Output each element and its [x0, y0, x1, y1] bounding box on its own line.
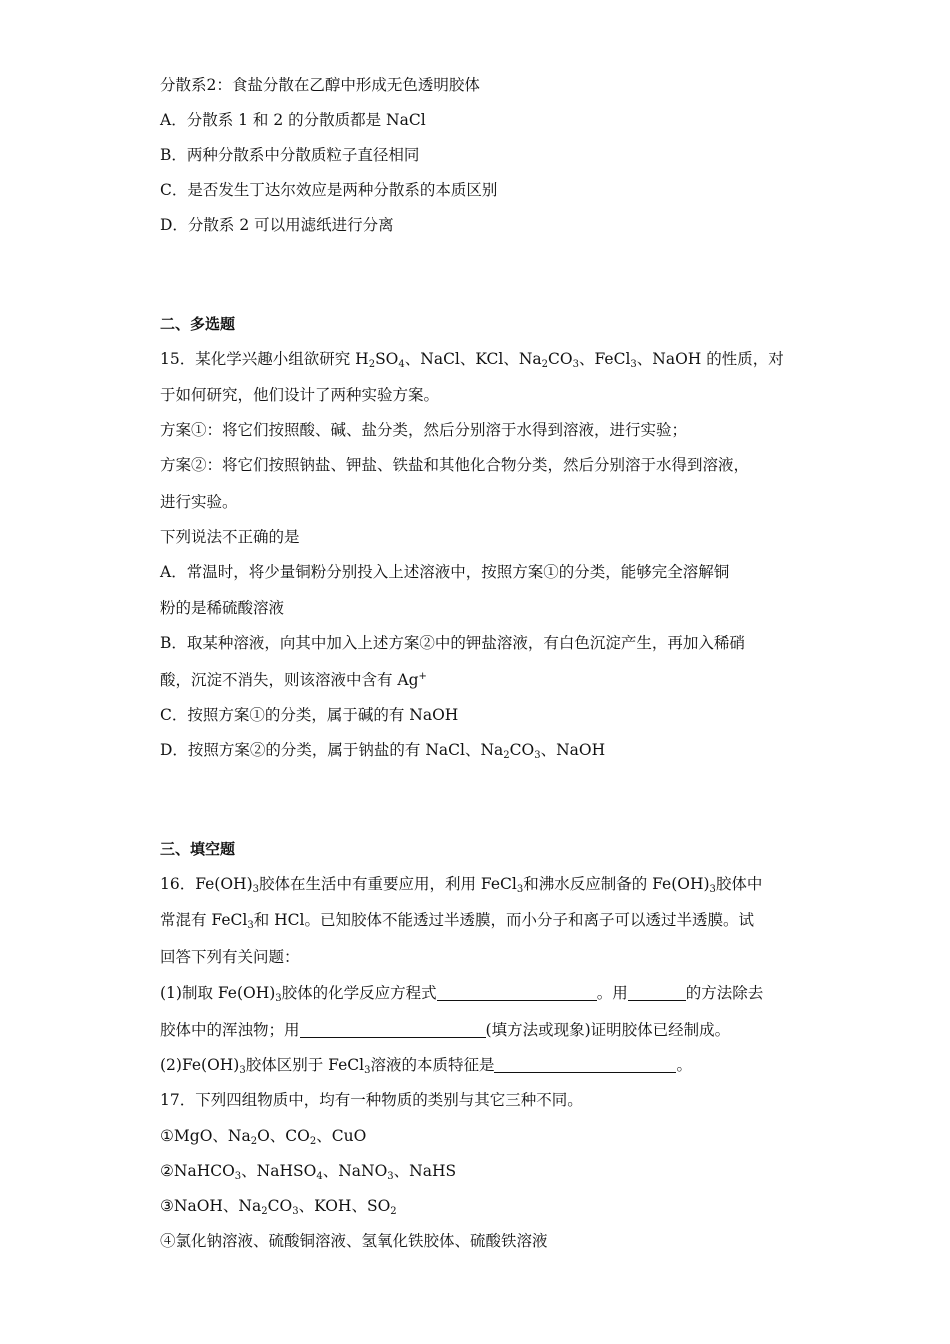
- q15-stem-line2: 于如何研究，他们设计了两种实验方案。: [160, 386, 440, 404]
- q17-group4: ④氯化钠溶液、硫酸铜溶液、氢氧化铁胶体、硫酸铁溶液: [160, 1232, 548, 1250]
- q15-option-a-line1: A．常温时，将少量铜粉分别投入上述溶液中，按照方案①的分类，能够完全溶解铜: [160, 563, 730, 581]
- q14-option-a: A．分散系 1 和 2 的分散质都是 NaCl: [160, 111, 426, 129]
- q17-stem: 17．下列四组物质中，均有一种物质的类别与其它三种不同。: [160, 1091, 583, 1109]
- q14-option-d: D．分散系 2 可以用滤纸进行分离: [160, 216, 394, 234]
- q14-option-c: C．是否发生丁达尔效应是两种分散系的本质区别: [160, 181, 498, 199]
- section-heading-fill-blank: 三、填空题: [160, 840, 236, 858]
- q15-option-b-line1: B．取某种溶液，向其中加入上述方案②中的钾盐溶液，有白色沉淀产生，再加入稀硝: [160, 634, 745, 652]
- q16-part1-line1: (1)制取 $Fe(OH)_3$胶体的化学反应方程式 。用 的方法除去: [160, 984, 764, 1004]
- answer-blank[interactable]: [300, 1021, 486, 1038]
- answer-blank[interactable]: [494, 1056, 676, 1073]
- q16-stem-line2: 常混有 FeCl$_3$和 HCl。已知胶体不能透过半透膜，而小分子和离子可以透过半透膜。试: [160, 911, 754, 931]
- q15-option-a-line2: 粉的是稀硫酸溶液: [160, 599, 285, 617]
- section-heading-multiple-choice: 二、多选题: [160, 315, 236, 333]
- q17-group2: ②NaHCO$_3$、NaHSO$_4$、NaNO$_3$、NaHS: [160, 1162, 457, 1182]
- q15-option-d: D．按照方案②的分类，属于钠盐的有 NaCl、$Na_2CO_3$、NaOH: [160, 741, 606, 761]
- answer-blank[interactable]: [437, 984, 597, 1001]
- q16-stem-line3: 回答下列有关问题：: [160, 948, 300, 966]
- q15-option-b-line2: 酸，沉淀不消失，则该溶液中含有 Ag+: [160, 671, 427, 689]
- q15-option-c: C．按照方案①的分类，属于碱的有 NaOH: [160, 706, 459, 724]
- q16-stem-line1: 16．$Fe(OH)_3$胶体在生活中有重要应用，利用 FeCl$_3$和沸水反应制备的 $Fe(OH)_3$胶体中: [160, 875, 763, 895]
- q16-part2: $(2)Fe(OH)_3$胶体区别于 FeCl$_3$溶液的本质特征是 。: [160, 1056, 692, 1076]
- q14-option-b: B．两种分散系中分散质粒子直径相同: [160, 146, 420, 164]
- q17-group3: ③NaOH、$Na_2CO_3$、KOH、$SO_2$: [160, 1197, 397, 1217]
- q16-part1-line2: 胶体中的浑浊物；用 (填方法或现象)证明胶体已经制成。: [160, 1021, 731, 1039]
- answer-blank[interactable]: [628, 984, 686, 1001]
- q15-stem-line1: 15．某化学兴趣小组欲研究 $H_2SO_4$、NaCl、KCl、$Na_2CO_3$、FeCl$_3$、NaOH 的性质，对: [160, 350, 784, 370]
- q14-dispersion2: 分散系2：食盐分散在乙醇中形成无色透明胶体: [160, 76, 480, 94]
- q15-plan2-line2: 进行实验。: [160, 493, 238, 511]
- q15-plan1: 方案①：将它们按照酸、碱、盐分类，然后分别溶于水得到溶液，进行实验；: [160, 421, 688, 439]
- q15-ask: 下列说法不正确的是: [160, 528, 300, 546]
- q15-plan2-line1: 方案②：将它们按照钠盐、钾盐、铁盐和其他化合物分类，然后分别溶于水得到溶液，: [160, 456, 750, 474]
- q17-group1: ①MgO、$Na_2O$、$CO_2$、CuO: [160, 1127, 367, 1147]
